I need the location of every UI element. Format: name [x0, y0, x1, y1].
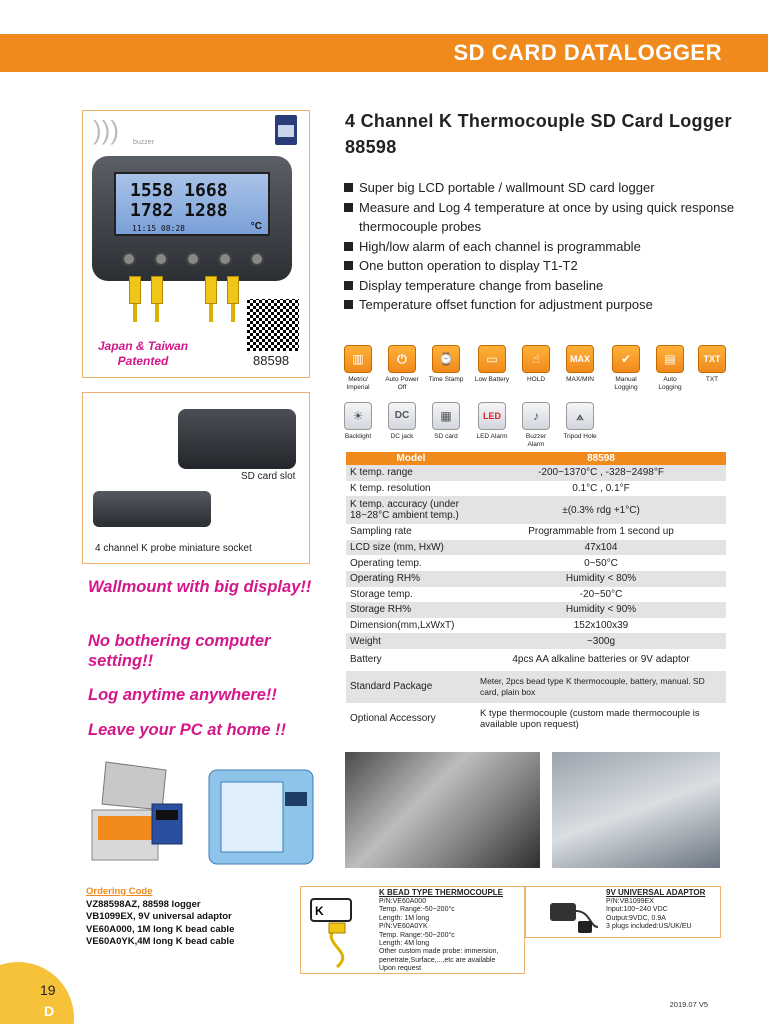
- device-top-view: [178, 409, 296, 469]
- ordering-line: VZ88598AZ, 88598 logger: [86, 898, 201, 910]
- k-plug-2: [151, 276, 163, 304]
- sd-slot-box: [82, 392, 310, 564]
- icon-label: HOLD: [526, 376, 546, 383]
- ordering-line: VE60A0YK,4M long K bead cable: [86, 936, 235, 947]
- device-button-5: [250, 252, 264, 266]
- wireless-icon: ))): [93, 115, 119, 145]
- table-row: [346, 671, 726, 703]
- table-row: [346, 703, 726, 735]
- feature-list: [343, 178, 753, 315]
- spec-key: K temp. range: [346, 465, 476, 481]
- adaptor-icon: [540, 893, 600, 935]
- socket-label: 4 channel K probe miniature socket: [95, 543, 252, 554]
- spec-key: Optional Accessory: [350, 713, 436, 725]
- table-row: [346, 465, 726, 481]
- feature-icons-row-1: [340, 345, 740, 403]
- feature-item: One button operation to display T1-T2: [343, 256, 753, 276]
- k-bead-details: [379, 898, 498, 974]
- adaptor-title: 9V UNIVERSAL ADAPTOR: [606, 888, 706, 897]
- technician-photo: [552, 752, 720, 868]
- datalogger-device: [92, 156, 292, 281]
- buzzer-alarm-icon: [518, 402, 554, 449]
- spec-value: ~300g: [476, 633, 726, 649]
- engine-pipes-photo: [345, 752, 540, 868]
- furnace-illustration: [84, 752, 188, 868]
- sd-card-icon: [275, 115, 297, 145]
- adaptor-box: [525, 886, 721, 938]
- adaptor-line: Input:100~240 VDC: [606, 906, 668, 914]
- icon-label: MAX/MIN: [566, 376, 594, 383]
- ordering-line: VE60A000, 1M long K bead cable: [86, 923, 235, 935]
- check-icon-glyph: ✔: [612, 345, 640, 373]
- sd-card-icon-glyph: ▦: [432, 402, 460, 430]
- adaptor-details: [606, 898, 692, 932]
- k-plug-4: [227, 276, 239, 304]
- led-icon-glyph: LED: [478, 402, 506, 430]
- spec-value: 0~50°C: [584, 557, 618, 569]
- adaptor-line: P/N:VB1099EX: [606, 898, 654, 905]
- feature-item: High/low alarm of each channel is programmable: [343, 237, 753, 257]
- lcd-line-1: 1558 1668: [130, 180, 228, 201]
- slogan-wallmount: Wallmount with big display!!: [88, 578, 312, 596]
- spec-value: Meter, 2pcs bead type K thermocouple, battery, manual. SD card, plain box: [476, 671, 726, 703]
- ordering-title: Ordering Code: [86, 886, 153, 897]
- led-alarm-icon: [474, 402, 510, 441]
- table-row: [346, 540, 726, 556]
- max-min-icon-glyph: MAX: [566, 345, 594, 373]
- adaptor-line: Output:9VDC, 0.9A: [606, 914, 666, 922]
- device-side-view: [93, 491, 211, 527]
- sd-card-icon: [428, 402, 464, 441]
- spec-value: 4pcs AA alkaline batteries or 9V adaptor: [512, 654, 690, 666]
- adaptor-line: 3 plugs included:US/UK/EU: [606, 923, 692, 931]
- lcd-display: [114, 172, 270, 236]
- spec-value: 0.1°C , 0.1°F: [572, 482, 630, 494]
- table-row: [346, 618, 726, 634]
- spec-key: Weight: [346, 633, 476, 649]
- feature-item: Display temperature change from baseline: [343, 276, 753, 296]
- section-letter: D: [44, 1003, 55, 1019]
- k-bead-line: P/N:VE60A0YK: [379, 923, 428, 931]
- k-plug-cable-3: [209, 304, 213, 322]
- dc-jack-icon: [384, 402, 420, 441]
- k-bead-line: Temp. Range:-50~200°c: [379, 931, 455, 939]
- table-row: [346, 633, 726, 649]
- patent-label: Japan & Taiwan Patented: [97, 339, 189, 368]
- version-label: 2019.07 V5: [669, 1000, 708, 1009]
- k-plug-cable-1: [133, 304, 137, 322]
- icon-label: Auto Power Off: [385, 376, 419, 391]
- time-stamp-icon: [428, 345, 464, 384]
- spec-key: Sampling rate: [350, 526, 412, 538]
- page-number: 19: [40, 982, 56, 998]
- header-banner: [0, 34, 768, 72]
- k-plug-1: [129, 276, 141, 304]
- icon-label: Manual Logging: [614, 376, 638, 391]
- spec-key: K temp. resolution: [350, 482, 431, 494]
- spec-value: 152x100x39: [573, 620, 629, 632]
- tripod-hole-icon: [562, 402, 598, 441]
- table-row: [346, 555, 726, 571]
- svg-text:K: K: [315, 904, 324, 918]
- spec-table-header: [346, 452, 726, 465]
- device-button-4: [218, 252, 232, 266]
- model-number: 88598: [253, 353, 290, 368]
- lcd-line-2: 1782 1288: [130, 200, 228, 221]
- icon-label: SD card: [434, 433, 458, 440]
- k-plug-cable-4: [231, 304, 235, 322]
- spec-key: Storage RH%: [346, 602, 476, 618]
- device-button-3: [186, 252, 200, 266]
- hold-icon: [518, 345, 554, 384]
- spec-key: Storage temp.: [350, 588, 413, 600]
- lcd-line-3: 11:15 08:28: [132, 224, 185, 233]
- qr-code: [247, 299, 299, 351]
- spec-value: Humidity < 90%: [476, 602, 726, 618]
- txt-icon-glyph: TXT: [698, 345, 726, 373]
- device-button-1: [122, 252, 136, 266]
- manual-logging-icon: [608, 345, 644, 392]
- bell-icon-glyph: ♪: [522, 402, 550, 430]
- k-bead-line: Length: 1M long: [379, 914, 430, 922]
- table-row: [346, 571, 726, 587]
- txt-icon: [694, 345, 730, 384]
- hand-icon-glyph: ☝: [522, 345, 550, 373]
- table-row: [346, 649, 726, 671]
- spec-key: Battery: [350, 654, 382, 666]
- backlight-icon: [340, 402, 376, 441]
- k-bead-thermocouple-box: [300, 886, 525, 974]
- product-image-box: [82, 110, 310, 378]
- feature-item: Temperature offset function for adjustment purpose: [343, 295, 753, 315]
- battery-icon-glyph: ▭: [478, 345, 506, 373]
- page-title: SD CARD DATALOGGER: [453, 40, 722, 65]
- incubator-illustration: [205, 752, 317, 868]
- slogan-log-anytime: Log anytime anywhere!!: [88, 686, 277, 704]
- icon-label: Tripod Hole: [563, 433, 597, 440]
- spec-value: 47x104: [476, 540, 726, 556]
- page-corner-badge: [0, 962, 74, 1024]
- icon-label: DC jack: [390, 433, 414, 440]
- spec-value: -200~1370°C , -328~2498°F: [476, 465, 726, 481]
- thermocouple-icon: [307, 895, 373, 971]
- ordering-line: VB1099EX, 9V universal adaptor: [86, 911, 232, 922]
- k-bead-line: P/N:VE60A000: [379, 898, 427, 905]
- sd-slot-label: SD card slot: [241, 471, 296, 482]
- icon-label: LED Alarm: [476, 433, 508, 440]
- k-bead-line: penetrate,Surface,...,etc are available: [379, 956, 496, 964]
- spec-table: [346, 452, 726, 735]
- k-plug-cable-2: [155, 304, 159, 322]
- feature-item: Super big LCD portable / wallmount SD card logger: [343, 178, 753, 198]
- spec-key: Operating temp.: [350, 557, 422, 569]
- table-row: [346, 524, 726, 540]
- metric-imperial-icon: [340, 345, 376, 392]
- buzzer-label: buzzer: [133, 139, 155, 146]
- spec-key: Dimension(mm,LxWxT): [350, 620, 455, 632]
- icon-label: TXT: [705, 376, 719, 383]
- dc-jack-icon-glyph: DC: [388, 402, 416, 430]
- ordering-code: [86, 886, 234, 949]
- furnace-photo: [84, 752, 188, 868]
- icon-label: Time Stamp: [428, 376, 464, 383]
- spec-key: LCD size (mm, HxW): [346, 540, 476, 556]
- slogan-no-computer: No bothering computer setting!!: [88, 632, 271, 670]
- spec-key: Standard Package: [346, 671, 476, 703]
- sun-icon-glyph: ☀: [344, 402, 372, 430]
- auto-power-off-icon: [384, 345, 420, 392]
- feature-item: Measure and Log 4 temperature at once by using quick response thermocouple probes: [343, 198, 753, 237]
- k-plug-3: [205, 276, 217, 304]
- device-button-2: [154, 252, 168, 266]
- spec-value: Programmable from 1 second up: [528, 526, 674, 538]
- table-row: [346, 602, 726, 618]
- spec-value: -20~50°C: [579, 588, 623, 600]
- spec-value: K type thermocouple (custom made thermocouple is available upon request): [480, 707, 700, 730]
- k-bead-line: Length: 4M long: [379, 940, 430, 948]
- spec-value: ±(0.3% rdg +1°C): [476, 496, 726, 524]
- metric-imperial-icon-glyph: ▥: [344, 345, 372, 373]
- table-row: [346, 587, 726, 603]
- table-row: [346, 481, 726, 497]
- icon-label: Auto Logging: [658, 376, 682, 391]
- book-icon-glyph: ▤: [656, 345, 684, 373]
- spec-header-value: 88598: [476, 452, 726, 465]
- icon-label: Low Battery: [474, 376, 510, 383]
- icon-label: Metric/ Imperial: [346, 376, 370, 391]
- k-bead-line: Other custom made probe: immersion,: [379, 948, 499, 956]
- power-icon-glyph: ⏻: [388, 345, 416, 373]
- table-row: [346, 496, 726, 524]
- icon-label: Buzzer Alarm: [525, 433, 547, 448]
- icon-label: Backlight: [344, 433, 372, 440]
- spec-header-model: Model: [346, 452, 476, 465]
- low-battery-icon: [474, 345, 510, 384]
- spec-key: K temp. accuracy (under 18~28°C ambient temp.): [346, 496, 476, 524]
- k-bead-line: Upon request: [379, 965, 422, 973]
- clock-icon-glyph: ⌚: [432, 345, 460, 373]
- max-min-icon: [562, 345, 598, 384]
- k-bead-line: Temp. Range:-50~200°c: [379, 906, 455, 914]
- tripod-icon-glyph: ⟑: [566, 402, 594, 430]
- spec-value: Humidity < 80%: [476, 571, 726, 587]
- incubator-photo: [205, 752, 317, 868]
- k-bead-title: K BEAD TYPE THERMOCOUPLE: [379, 888, 504, 897]
- spec-key: Operating RH%: [346, 571, 476, 587]
- lcd-unit: °C: [250, 221, 262, 232]
- product-title: 4 Channel K Thermocouple SD Card Logger 88598: [345, 111, 732, 157]
- slogan-leave-pc: Leave your PC at home !!: [88, 721, 287, 739]
- auto-logging-icon: [652, 345, 688, 392]
